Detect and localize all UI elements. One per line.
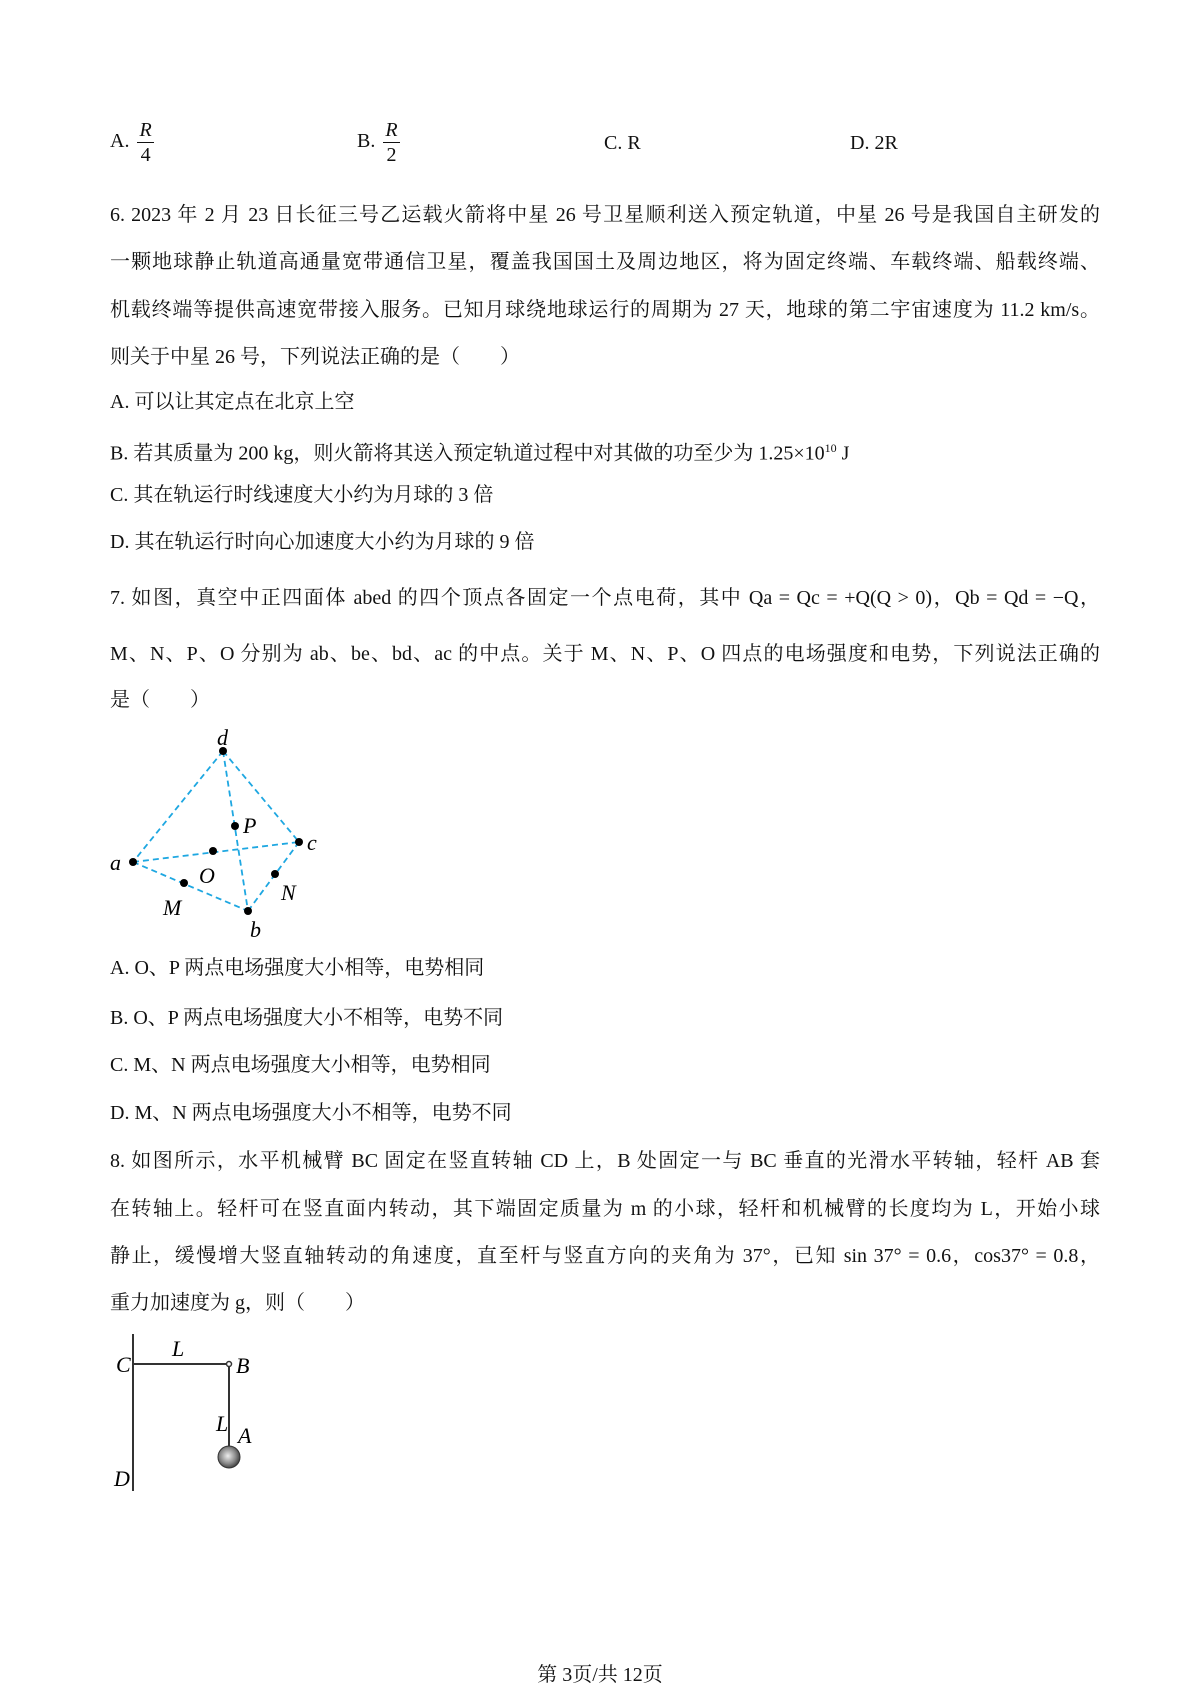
numerator: R: [385, 119, 398, 141]
q5-option-c: C. R: [604, 132, 641, 154]
ball: [218, 1446, 240, 1468]
q6-option-a: A. 可以让其定点在北京上空: [110, 391, 355, 413]
label-a: a: [110, 850, 121, 875]
label-O: O: [199, 863, 215, 888]
option-label: B.: [357, 130, 376, 153]
label-d: d: [217, 725, 228, 750]
q7-text-line: 7. 如图，真空中正四面体 abed 的四个顶点各固定一个点电荷，其中 Qa = Qc = +Q(Q > 0)，Qb = Qd = −Q，: [110, 587, 1100, 609]
q6-text-line: 6. 2023 年 2 月 23 日长征三号乙运载火箭将中星 26 号卫星顺利送入预定轨道，中星 26 号是我国自主研发的: [110, 204, 1100, 226]
denominator: 4: [140, 144, 151, 166]
option-text: B. 若其质量为 200 kg，则火箭将其送入预定轨道过程中对其做的功至少为 1.25×10: [110, 442, 825, 465]
label-B: B: [236, 1353, 250, 1378]
option-label: A.: [110, 130, 130, 153]
label-N: N: [281, 880, 296, 905]
label-L-rod: L: [216, 1411, 229, 1436]
q7-option-b: B. O、P 两点电场强度大小不相等，电势不同: [110, 1007, 504, 1029]
denominator: 2: [386, 144, 397, 166]
tetrahedron-edges: [133, 751, 299, 911]
label-C: C: [116, 1352, 131, 1377]
unit: J: [836, 442, 850, 465]
exponent: 10: [824, 441, 837, 455]
q8-text-line: 8. 如图所示，水平机械臂 BC 固定在竖直转轴 CD 上，B 处固定一与 BC 垂直的光滑水平转轴，轻杆 AB 套: [110, 1150, 1100, 1172]
label-M: M: [163, 895, 182, 920]
q6-option-d: D. 其在轨运行时向心加速度大小约为月球的 9 倍: [110, 531, 535, 553]
q6-text-line: 则关于中星 26 号，下列说法正确的是（ ）: [110, 346, 520, 368]
q7-option-c: C. M、N 两点电场强度大小相等，电势相同: [110, 1054, 491, 1076]
q6-text-line: 一颗地球静止轨道高通量宽带通信卫星，覆盖我国国土及周边地区，将为固定终端、车载终端、船载终端、: [110, 251, 1100, 273]
q8-text-line: 重力加速度为 g，则（ ）: [110, 1292, 365, 1314]
label-L-arm: L: [172, 1336, 185, 1361]
q6-option-c: C. 其在轨运行时线速度大小约为月球的 3 倍: [110, 484, 494, 506]
numerator: R: [139, 119, 152, 141]
tetrahedron-diagram: [0, 0, 400, 960]
label-A: A: [238, 1423, 252, 1448]
label-c: c: [307, 830, 317, 855]
q7-text-line: M、N、P、O 分别为 ab、be、bd、ac 的中点。关于 M、N、P、O 四点的电场强度和电势，下列说法正确的: [110, 643, 1100, 665]
page-footer: 第 3页/共 12页: [537, 1664, 663, 1686]
label-P: P: [243, 813, 257, 838]
q5-option-d: D. 2R: [850, 132, 898, 154]
charge-points: [129, 747, 303, 915]
pivot-b: [227, 1362, 232, 1367]
q8-text-line: 静止，缓慢增大竖直轴转动的角速度，直至杆与竖直方向的夹角为 37°，已知 sin 37° = 0.6，cos37° = 0.8，: [110, 1245, 1100, 1267]
label-D: D: [114, 1466, 130, 1491]
q7-text-line: 是（ ）: [110, 689, 210, 711]
q6-text-line: 机载终端等提供高速宽带接入服务。已知月球绕地球运行的周期为 27 天，地球的第二宇宙速度为 11.2 km/s。: [110, 299, 1100, 321]
rotating-arm-diagram: [0, 1320, 300, 1510]
label-b: b: [250, 917, 261, 942]
q8-text-line: 在转轴上。轻杆可在竖直面内转动，其下端固定质量为 m 的小球，轻杆和机械臂的长度均为 L，开始小球: [110, 1198, 1100, 1220]
q7-option-d: D. M、N 两点电场强度大小不相等，电势不同: [110, 1102, 512, 1124]
q7-option-a: A. O、P 两点电场强度大小相等，电势相同: [110, 957, 485, 979]
